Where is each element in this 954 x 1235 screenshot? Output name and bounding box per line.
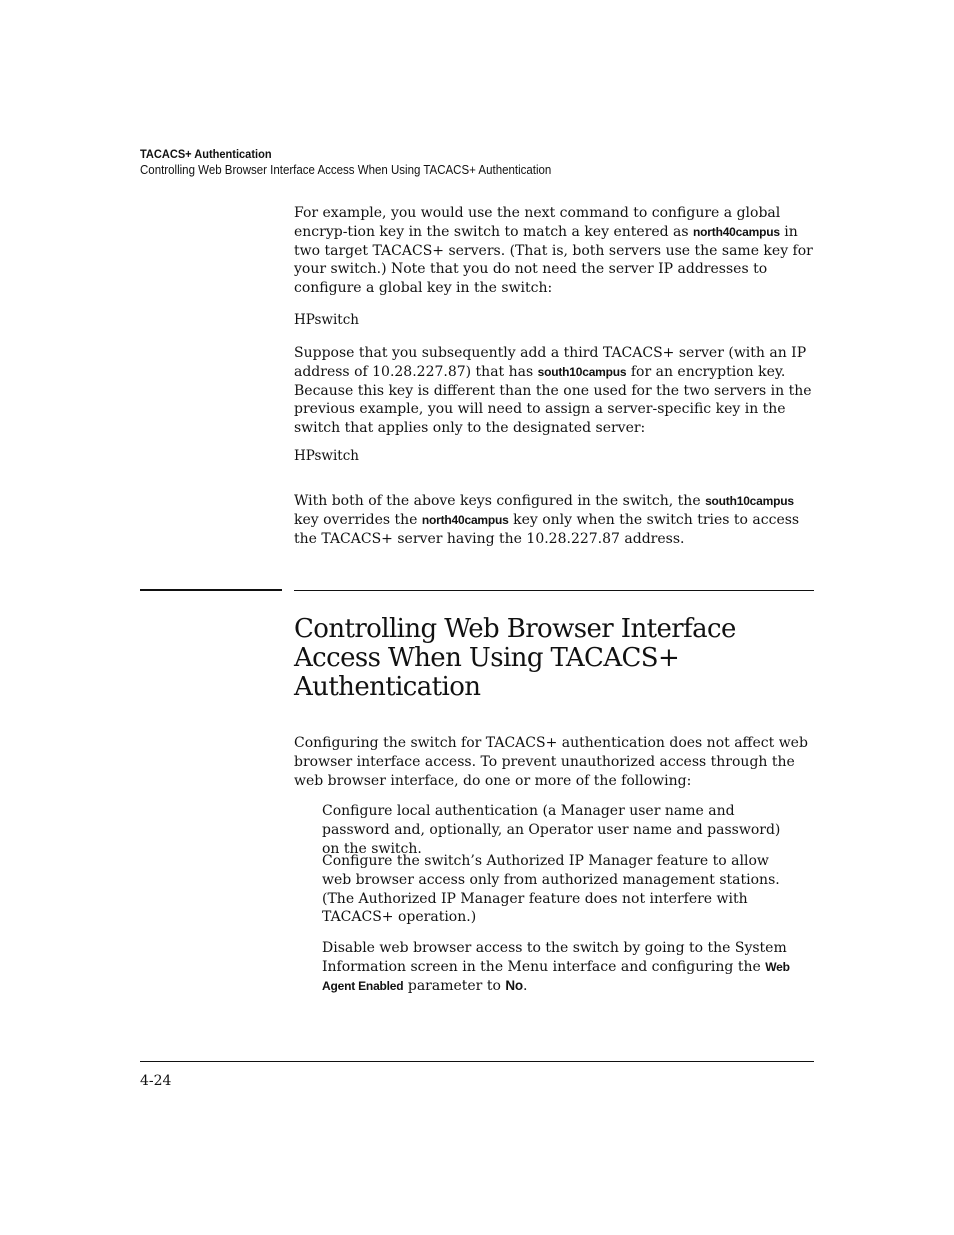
list-item-disable-web: Disable web browser access to the switch by going to the System Information screen in the Menu interface and configuring the Web Agent Enabled parameter to No. bbox=[322, 940, 790, 994]
paragraph-key-override: With both of the above keys configured in the switch, the south10campus key overrides the north40campus key only when the switch tries to access the TACACS+ server having the 10.28.227.87 address. bbox=[294, 493, 800, 547]
code-north40campus: north40campus bbox=[693, 224, 780, 239]
running-header-subtitle: Controlling Web Browser Interface Access When Using TACACS+ Authentication bbox=[140, 163, 552, 177]
section-heading: Controlling Web Browser Interface Access When Using TACACS+ Authentication bbox=[294, 614, 736, 702]
code-web-agent-enabled: Web Agent Enabled bbox=[322, 959, 790, 993]
command-line-2: HPswitch bbox=[294, 448, 359, 464]
page-number: 4-24 bbox=[140, 1073, 172, 1089]
paragraph-server-specific-key: Suppose that you subsequently add a third TACACS+ server (with an IP address of 10.28.227.87) that has south10campus for an encryption key. Because this key is different than the one used for the two servers in the previous example, you will need to assign a server-specific key in the switch that applies only to the designated server: bbox=[294, 345, 812, 437]
paragraph-global-key: For example, you would use the next command to configure a global encryp-tion key in the switch to match a key entered as north40campus in two target TACACS+ servers. (That is, both servers use the same key for your switch.) Note that you do not need the server IP addresses to configure a global key in the switch: bbox=[294, 205, 813, 297]
section-rule-left bbox=[140, 589, 282, 591]
command-line-1: HPswitch bbox=[294, 312, 359, 328]
code-south10campus: south10campus bbox=[705, 494, 794, 508]
footer-rule bbox=[140, 1061, 814, 1062]
code-no: No bbox=[505, 977, 523, 993]
list-item-local-auth: Configure local authentication (a Manager user name and password and, optionally, an Operator user name and password) on the switch. bbox=[322, 803, 781, 857]
running-header-title: TACACS+ Authentication bbox=[140, 147, 272, 161]
code-north40campus: north40campus bbox=[421, 512, 509, 527]
section-intro: Configuring the switch for TACACS+ authentication does not affect web browser interface access. To prevent unauthorized access through the web browser interface, do one or more of the following: bbox=[294, 735, 808, 789]
list-item-authorized-ip: Configure the switch’s Authorized IP Manager feature to allow web browser access only from authorized management stations. (The Authorized IP Manager feature does not interfere with TACACS+ operation.) bbox=[322, 853, 780, 926]
section-rule-right bbox=[294, 590, 814, 591]
code-south10campus: south10campus bbox=[537, 364, 627, 379]
